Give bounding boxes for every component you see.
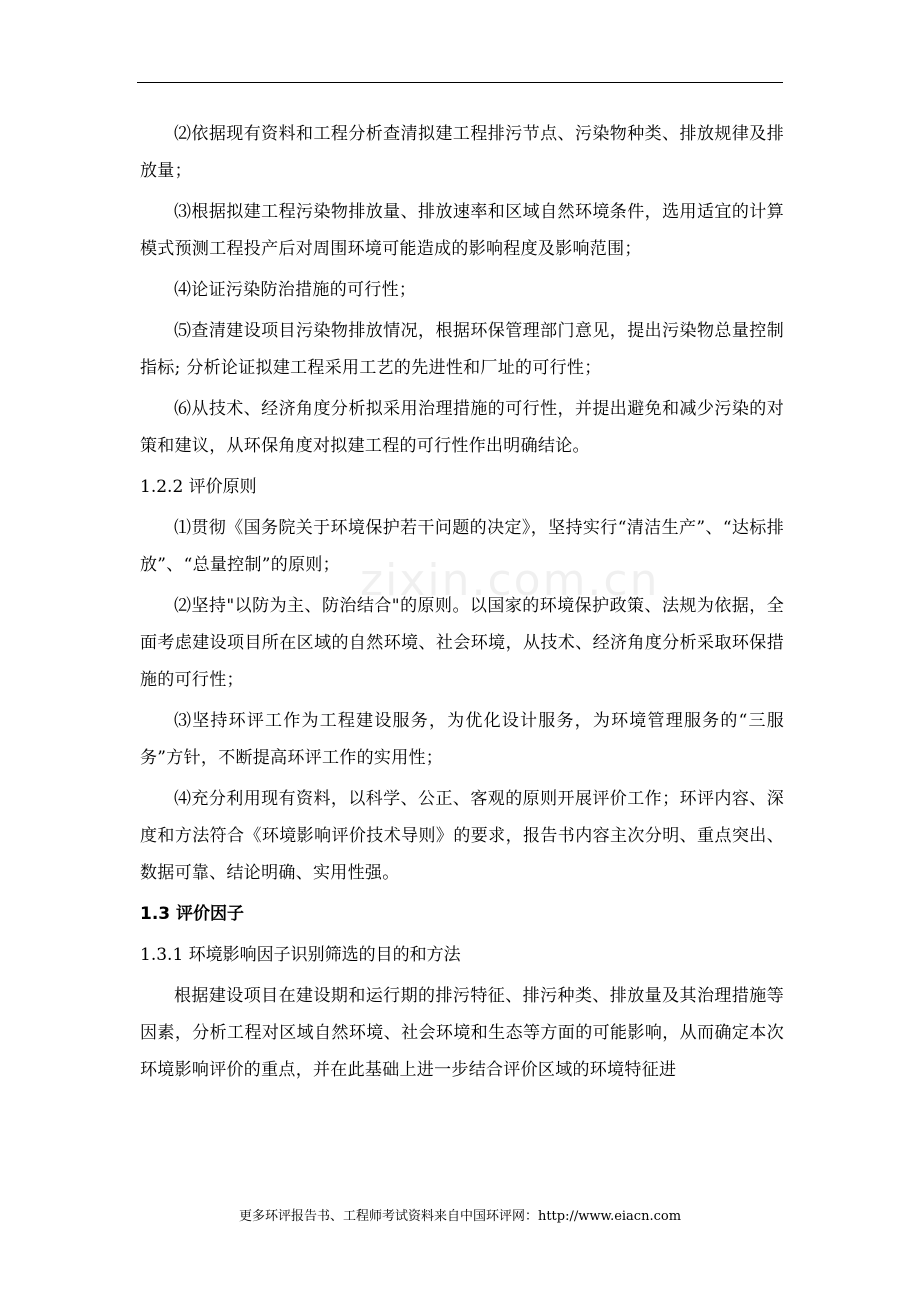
header-rule — [137, 82, 783, 83]
section-1-3-1-body: 根据建设项目在建设期和运行期的排污特征、排污种类、排放量及其治理措施等因素，分析工程对区域自然环境、社会环境和生态等方面的可能影响，从而确定本次环境影响评价的重点，并在此基础上进一步结合评价区域的环境特征进 — [140, 986, 784, 1080]
page-footer: 更多环评报告书、工程师考试资料来自中国环评网：http://www.eiacn.com — [238, 1209, 682, 1224]
paragraph-item-6: ⑹从技术、经济角度分析拟采用治理措施的可行性，并提出避免和减少污染的对策和建议，从环保角度对拟建工程的可行性作出明确结论。 — [140, 399, 784, 456]
principle-item-2: ⑵坚持"以防为主、防治结合"的原则。以国家的环境保护政策、法规为依据，全面考虑建设项目所在区域的自然环境、社会环境，从技术、经济角度分析采取环保措施的可行性； — [140, 596, 784, 690]
paragraph-item-4: ⑷论证污染防治措施的可行性； — [174, 280, 417, 300]
paragraph-item-3: ⑶根据拟建工程污染物排放量、排放速率和区域自然环境条件，选用适宜的计算模式预测工程投产后对周围环境可能造成的影响程度及影响范围； — [140, 202, 784, 259]
principle-item-1: ⑴贯彻《国务院关于环境保护若干问题的决定》，坚持实行“清洁生产”、“达标排放”、“总量控制”的原则； — [140, 518, 784, 575]
document-body — [140, 116, 784, 1093]
paragraph-item-2: ⑵依据现有资料和工程分析查清拟建工程排污节点、污染物种类、排放规律及排放量； — [140, 124, 784, 181]
section-heading-1-3-1: 1.3.1 环境影响因子识别筛选的目的和方法 — [140, 945, 461, 965]
section-heading-1-2-2: 1.2.2 评价原则 — [140, 477, 257, 497]
principle-item-3: ⑶坚持环评工作为工程建设服务，为优化设计服务，为环境管理服务的“三服务”方针，不断提高环评工作的实用性； — [140, 711, 784, 768]
section-heading-1-3: 1.3 评价因子 — [140, 904, 245, 924]
paragraph-item-5: ⑸查清建设项目污染物排放情况，根据环保管理部门意见，提出污染物总量控制指标; 分析论证拟建工程采用工艺的先进性和厂址的可行性； — [140, 321, 784, 378]
principle-item-4: ⑷充分利用现有资料，以科学、公正、客观的原则开展评价工作；环评内容、深度和方法符合《环境影响评价技术导则》的要求，报告书内容主次分明、重点突出、数据可靠、结论明确、实用性强。 — [140, 789, 784, 883]
watermark: zixin.com.cn — [360, 555, 660, 606]
